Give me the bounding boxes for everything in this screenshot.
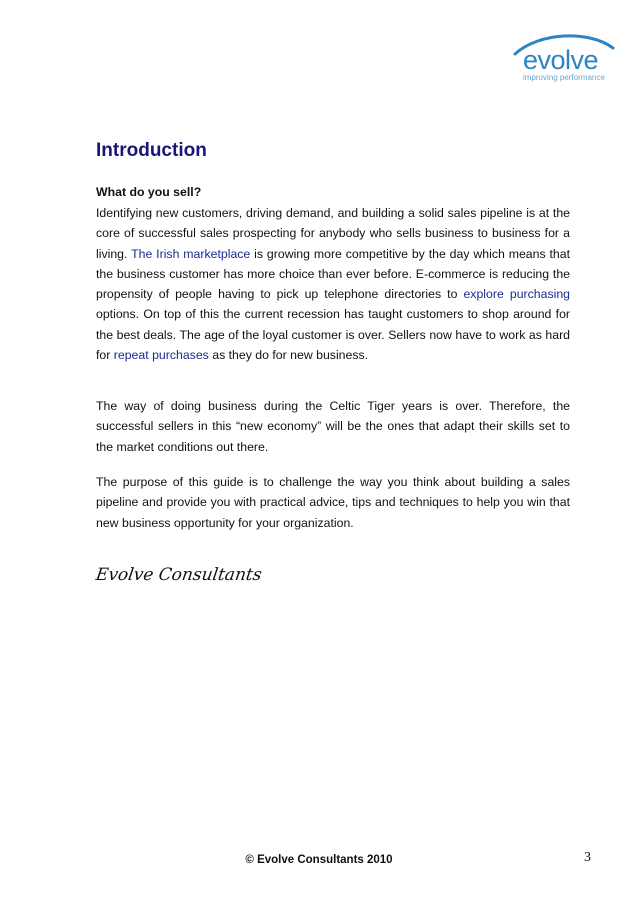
repeat-purchases-link[interactable]: repeat purchases: [113, 348, 209, 363]
intro-text-4: as they do for new business.: [208, 348, 369, 363]
intro-paragraph: [96, 203, 570, 365]
irish-marketplace-link[interactable]: The Irish marketplace: [131, 246, 251, 261]
intro-text-1: Identifying new customers, driving demand, and building a solid sales pipeline is at the core of successful sales prospecting for anybody who sells business to business for a living.: [96, 206, 570, 261]
logo-tagline: improving performance: [523, 73, 605, 82]
logo-wordmark: evolve: [523, 45, 599, 75]
explore-purchasing-link[interactable]: explore purchasing: [463, 287, 571, 302]
celtic-tiger-paragraph: The way of doing business during the Celtic Tiger years is over. Therefore, the successful sellers in this “new economy” will be the ones that adapt their skills set to the market conditions out there.: [96, 399, 570, 454]
guide-purpose-paragraph: The purpose of this guide is to challenge the way you think about building a sales pipeline and provide you with practical advice, tips and techniques to help you win that new business opportunity for your organization.: [96, 475, 570, 530]
intro-text-2: is growing more competitive by the day which means that the business customer has more choice than ever before. E-commerce is reducing the propensity of people having to pick up telephone directories to: [96, 246, 571, 302]
evolve-logo: [509, 30, 617, 86]
page-number: 3: [584, 850, 591, 865]
footer-copyright: © Evolve Consultants 2010: [245, 854, 393, 866]
page-title: Introduction: [96, 140, 207, 161]
section-subheading: What do you sell?: [96, 185, 202, 199]
signature: Evolve Consultants: [94, 565, 263, 585]
intro-text-3: options. On top of this the current recession has taught customers to shop around for the best deals. The age of the loyal customer is over. Sellers now have to work as hard for: [96, 307, 570, 363]
